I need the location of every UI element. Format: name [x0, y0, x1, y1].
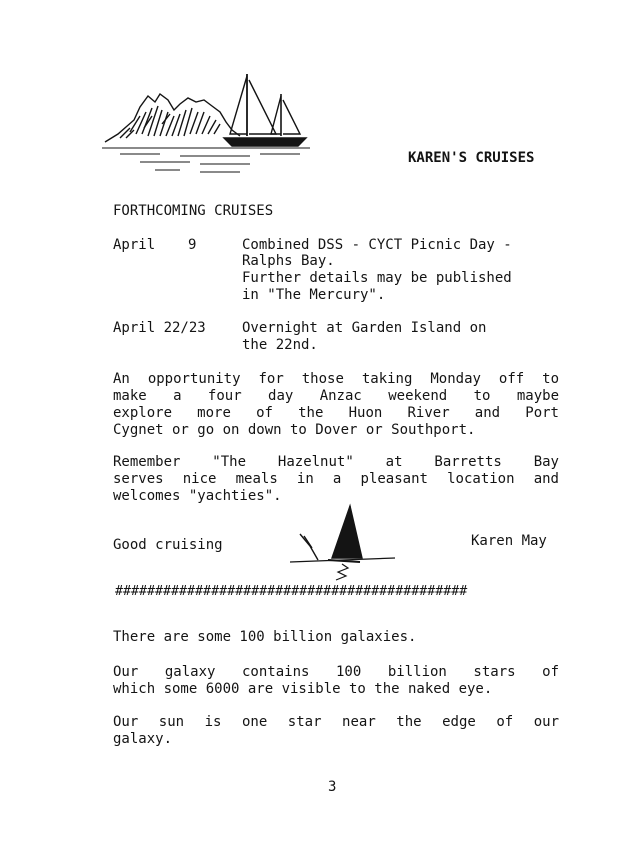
small-sailboat-icon — [290, 502, 400, 582]
event-1-line-4: in "The Mercury". — [242, 287, 386, 303]
sailboat-mountains-illustration — [100, 72, 320, 182]
event-1-line-2: Ralphs Bay. — [242, 253, 335, 269]
page-number: 3 — [328, 779, 337, 795]
signoff-author: Karen May — [471, 533, 547, 549]
paragraph-line: Our sun is one star near the edge of our — [113, 714, 559, 730]
paragraph-anzac — [113, 371, 559, 439]
hash-divider: ############################################ — [115, 584, 468, 599]
paragraph-line: welcomes "yachties". — [113, 488, 282, 504]
event-2-line-1: Overnight at Garden Island on — [242, 320, 487, 336]
paragraph-line: Our galaxy contains 100 billion stars of — [113, 664, 559, 680]
event-1-day: 9 — [188, 237, 197, 253]
event-2-line-2: the 22nd. — [242, 337, 318, 353]
paragraph-line: explore more of the Huon River and Port — [113, 405, 559, 421]
paragraph-line: which some 6000 are visible to the naked eye. — [113, 681, 493, 697]
galaxy-fact-3 — [113, 714, 559, 748]
event-1-line-3: Further details may be published — [242, 270, 512, 286]
event-1-line-1: Combined DSS - CYCT Picnic Day - — [242, 237, 512, 253]
paragraph-line: make a four day Anzac weekend to maybe — [113, 388, 559, 404]
paragraph-line: Remember "The Hazelnut" at Barretts Bay — [113, 454, 559, 470]
section-heading: FORTHCOMING CRUISES — [113, 203, 274, 219]
galaxy-fact-1: There are some 100 billion galaxies. — [113, 629, 417, 645]
paragraph-line: galaxy. — [113, 731, 173, 747]
galaxy-fact-2 — [113, 664, 559, 698]
paragraph-line: Cygnet or go on down to Dover or Southport. — [113, 422, 476, 438]
event-1-month: April — [113, 237, 156, 253]
signoff-left: Good cruising — [113, 537, 223, 553]
paragraph-hazelnut — [113, 454, 559, 505]
paragraph-line: serves nice meals in a pleasant location and — [113, 471, 559, 487]
header-title: KAREN'S CRUISES — [408, 150, 535, 166]
event-2-date: April 22/23 — [113, 320, 206, 336]
paragraph-line: An opportunity for those taking Monday off to — [113, 371, 559, 387]
